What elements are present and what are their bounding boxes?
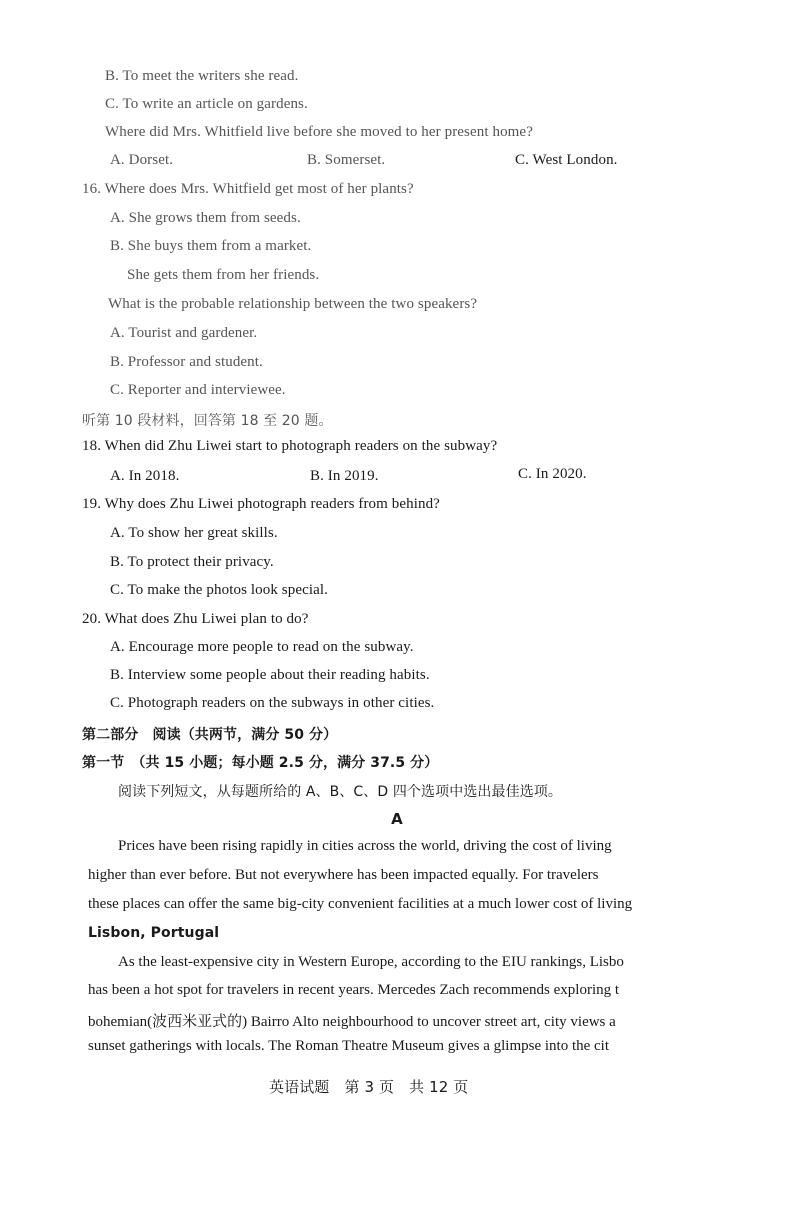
question-15: Where did Mrs. Whitfield live before she moved to her present home? (105, 124, 533, 140)
q15-option-b: B. Somerset. (307, 152, 386, 168)
q15-option-c: C. West London. (515, 152, 618, 168)
option-b-prev: B. To meet the writers she read. (105, 68, 299, 84)
q20-option-c: C. Photograph readers on the subways in other cities. (110, 695, 435, 711)
q18-option-c: C. In 2020. (518, 466, 587, 482)
q16-option-a: A. She grows them from seeds. (110, 210, 301, 226)
question-19: 19. Why does Zhu Liwei photograph readers from behind? (82, 496, 440, 512)
section-one-heading: 第一节 （共 15 小题；每小题 2.5 分，满分 37.5 分） (82, 755, 439, 771)
q19-option-c: C. To make the photos look special. (110, 582, 328, 598)
question-16: 16. Where does Mrs. Whitfield get most of her plants? (82, 181, 414, 197)
q16-option-b: B. She buys them from a market. (110, 238, 312, 254)
passage-p1-line1: Prices have been rising rapidly in cities across the world, driving the cost of living (118, 838, 612, 854)
passage-p2-line4: sunset gatherings with locals. The Roman Theatre Museum gives a glimpse into the cit (88, 1038, 610, 1054)
passage-p2-line1: As the least-expensive city in Western Europe, according to the EIU rankings, Lisbo (118, 954, 624, 970)
q17-option-c: C. Reporter and interviewee. (110, 382, 286, 398)
q20-option-b: B. Interview some people about their reading habits. (110, 667, 430, 683)
q18-option-b: B. In 2019. (310, 468, 379, 484)
passage-p2-line3: bohemian(波西米亚式的) Bairro Alto neighbourhood to uncover street art, city views a (88, 1014, 616, 1030)
question-17: What is the probable relationship between the two speakers? (108, 296, 478, 312)
q17-option-b: B. Professor and student. (110, 354, 263, 370)
option-c-prev: C. To write an article on gardens. (105, 96, 308, 112)
q19-option-a: A. To show her great skills. (110, 525, 278, 541)
q20-option-a: A. Encourage more people to read on the subway. (110, 639, 414, 655)
reading-instruction: 阅读下列短文，从每题所给的 A、B、C、D 四个选项中选出最佳选项。 (118, 784, 563, 800)
passage-letter: A (391, 810, 403, 828)
q17-option-a: A. Tourist and gardener. (110, 325, 258, 341)
part-two-heading: 第二部分 阅读（共两节，满分 50 分） (82, 727, 338, 743)
q19-option-b: B. To protect their privacy. (110, 554, 274, 570)
page-footer: 英语试题 第 3 页 共 12 页 (269, 1078, 469, 1096)
listening-section-intro: 听第 10 段材料，回答第 18 至 20 题。 (82, 413, 333, 429)
passage-subheading-lisbon: Lisbon, Portugal (88, 925, 220, 941)
question-18: 18. When did Zhu Liwei start to photograph readers on the subway? (82, 438, 498, 454)
passage-p1-line2: higher than ever before. But not everywhere has been impacted equally. For travelers (88, 867, 599, 883)
passage-p2-line2: has been a hot spot for travelers in recent years. Mercedes Zach recommends exploring t (88, 982, 620, 998)
q18-option-a: A. In 2018. (110, 468, 180, 484)
passage-p1-line3: these places can offer the same big-city convenient facilities at a much lower cost of living (88, 896, 633, 912)
question-20: 20. What does Zhu Liwei plan to do? (82, 611, 309, 627)
q16-option-c: She gets them from her friends. (127, 267, 320, 283)
q15-option-a: A. Dorset. (110, 152, 174, 168)
